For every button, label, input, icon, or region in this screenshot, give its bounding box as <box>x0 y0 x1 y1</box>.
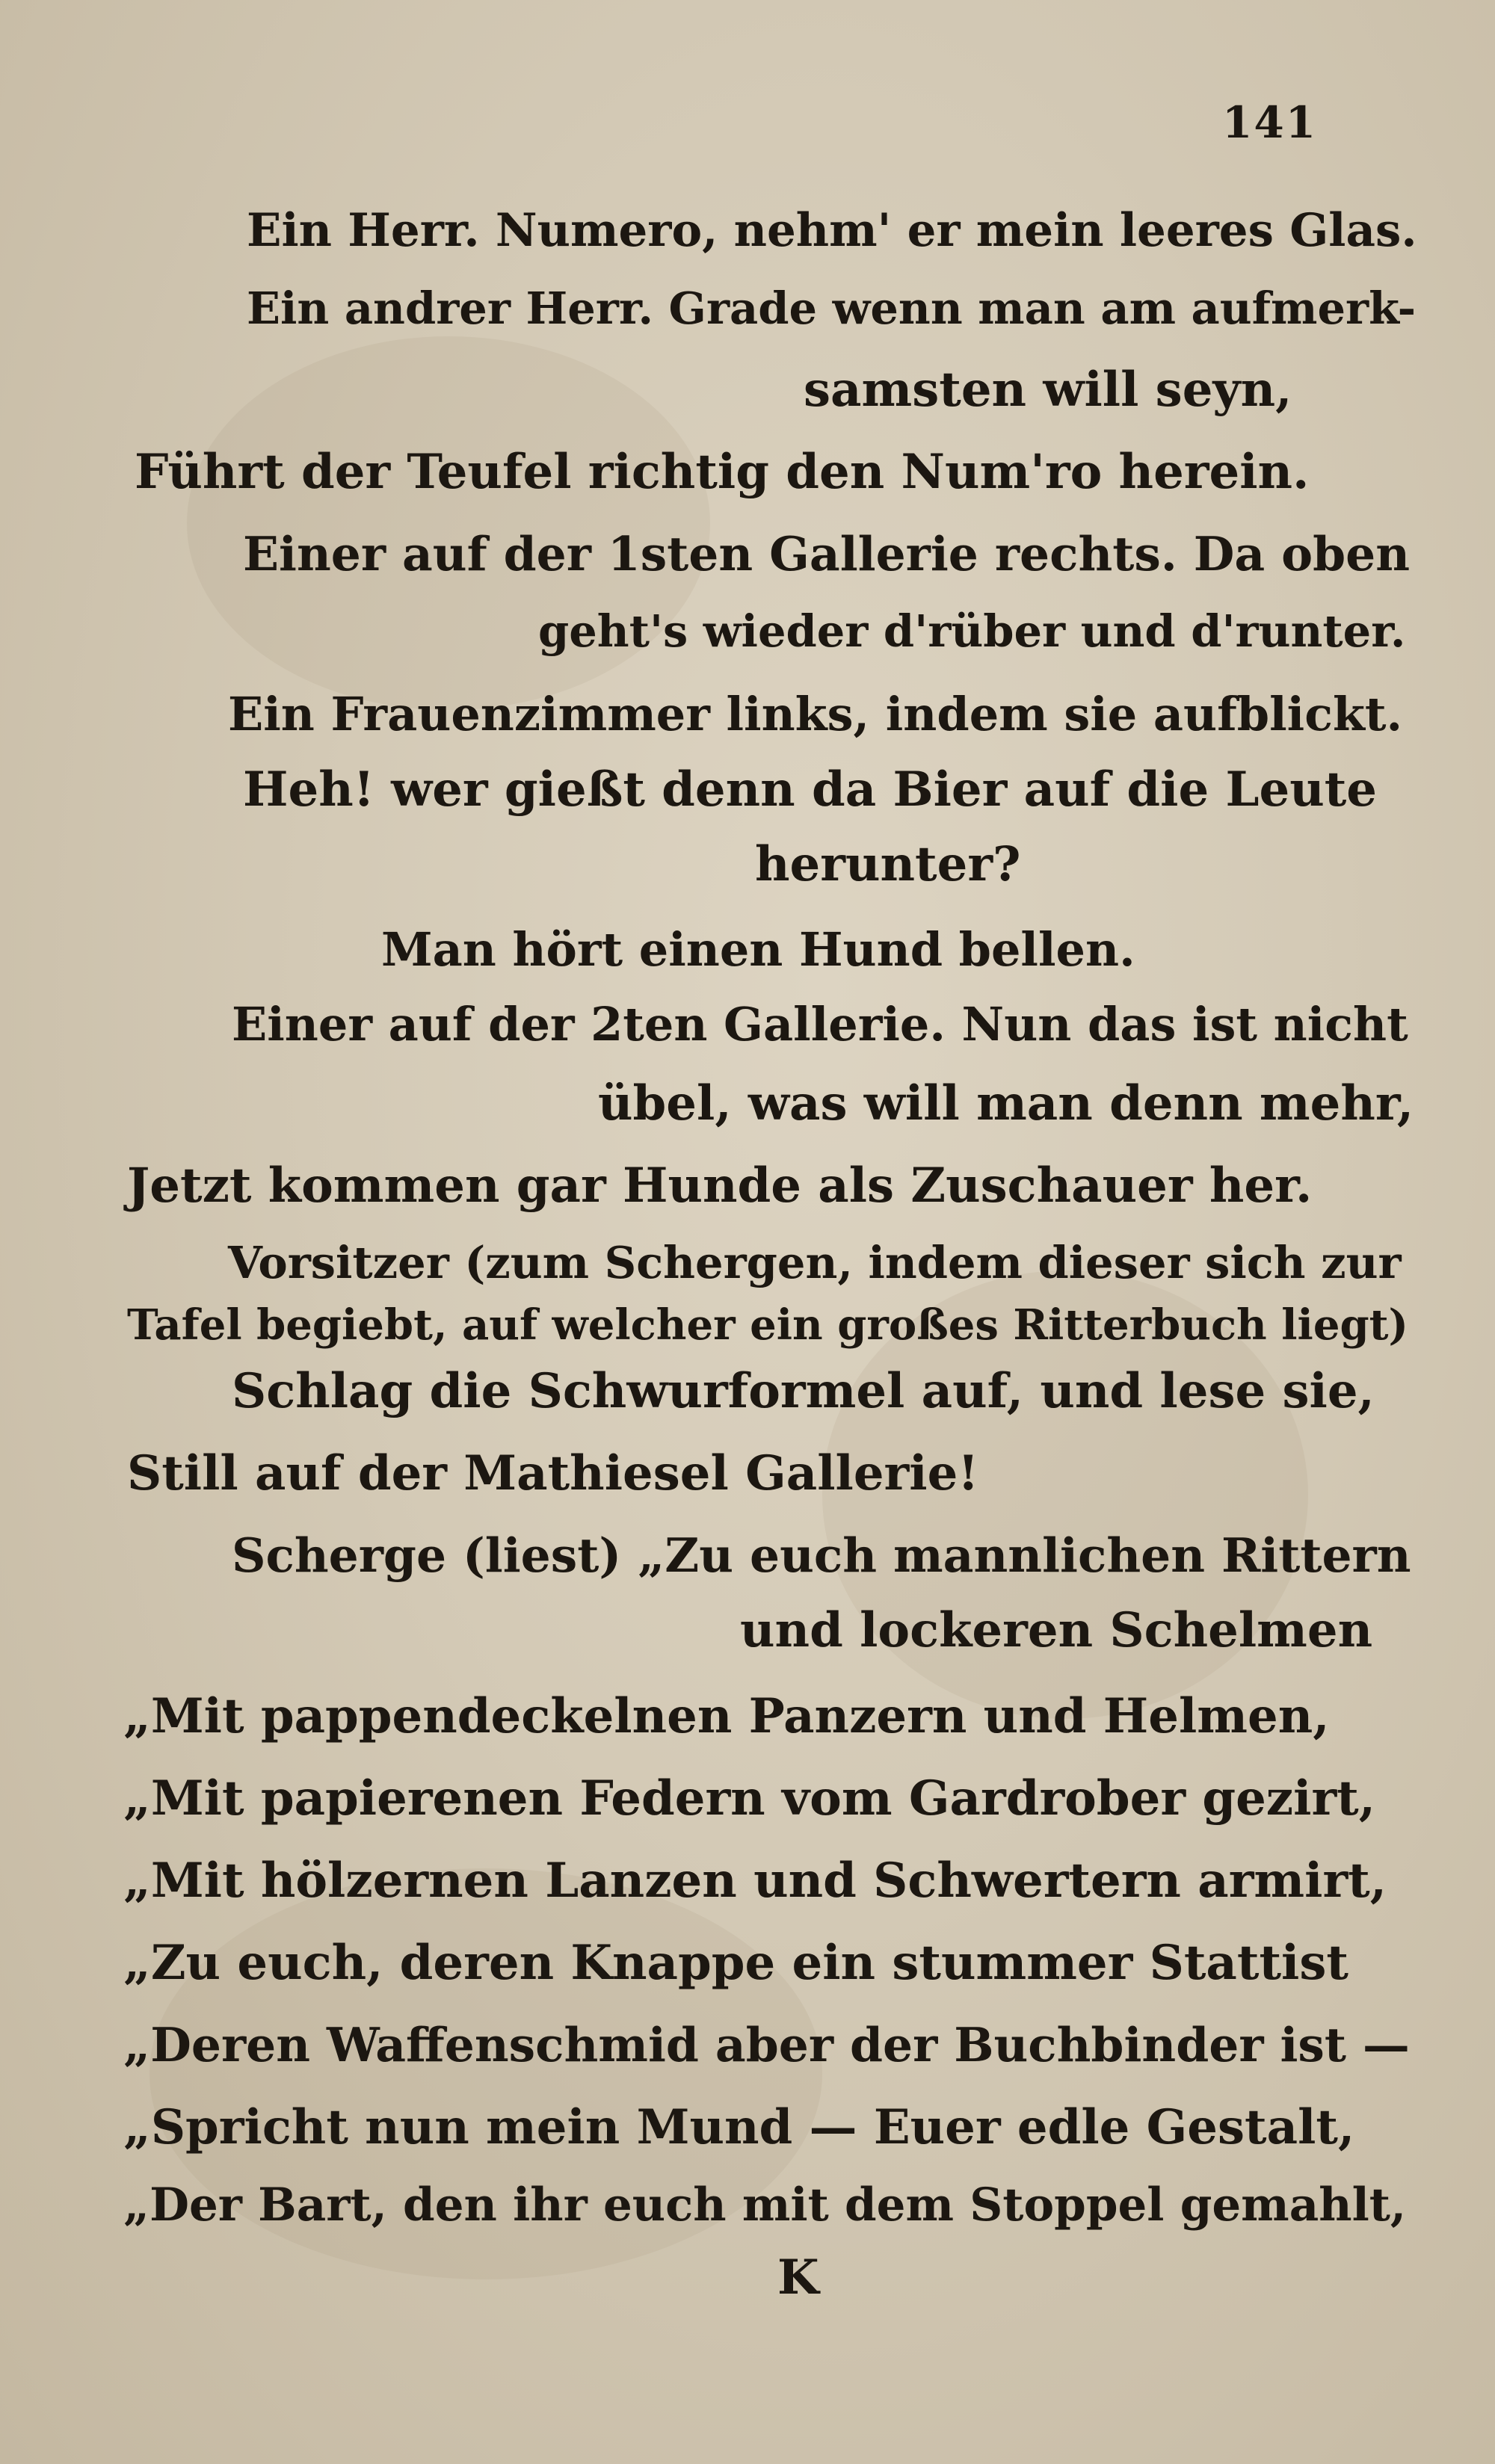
verse-line: „Spricht nun mein Mund — Euer edle Gestalt, <box>123 2099 1355 2155</box>
text-line: Führt der Teufel richtig den Num'ro herein. <box>135 444 1310 500</box>
text-line: Einer auf der 1sten Gallerie rechts. Da oben <box>243 526 1411 581</box>
text-line: geht's wieder d'rüber und d'runter. <box>538 605 1406 657</box>
text-line: Ein Herr. Numero, nehm' er mein leeres Glas. <box>247 204 1417 257</box>
verse-line: „Deren Waffenschmid aber der Buchbinder ist — <box>123 2017 1410 2072</box>
text-line: Jetzt kommen gar Hunde als Zuschauer her. <box>127 1158 1313 1214</box>
verse-line: „Mit pappendeckelnen Panzern und Helmen, <box>123 1688 1330 1744</box>
text-line: Scherge (liest) „Zu euch mannlichen Rittern <box>232 1528 1411 1583</box>
text-line: Heh! wer gießt denn da Bier auf die Leute <box>243 762 1377 818</box>
stage-direction: Vorsitzer (zum Schergen, indem dieser sich zur <box>228 1237 1402 1288</box>
text-line: Schlag die Schwurformel auf, und lese sie, <box>232 1363 1375 1419</box>
text-line: Einer auf der 2ten Gallerie. Nun das ist nicht <box>232 997 1408 1052</box>
stage-direction: Ein Frauenzimmer links, indem sie aufblickt. <box>228 687 1403 741</box>
verse-line: „Mit papierenen Federn vom Gardrober gezirt, <box>123 1770 1375 1827</box>
text-line: herunter? <box>755 836 1021 892</box>
stage-direction: Man hört einen Hund bellen. <box>381 922 1135 977</box>
verse-line: „Der Bart, den ihr euch mit dem Stoppel gemahlt, <box>123 2179 1407 2232</box>
text-line: und lockeren Schelmen <box>740 1602 1373 1658</box>
printer-signature-mark: K <box>777 2250 819 2306</box>
text-line: Ein andrer Herr. Grade wenn man am aufmerk- <box>247 282 1417 334</box>
stage-direction: Tafel begiebt, auf welcher ein großes Ritterbuch liegt) <box>127 1300 1408 1350</box>
text-line: übel, was will man denn mehr, <box>598 1075 1414 1131</box>
verse-line: „Zu euch, deren Knappe ein stummer Stattist <box>123 1935 1348 1991</box>
text-line: Still auf der Mathiesel Gallerie! <box>127 1445 979 1501</box>
verse-line: „Mit hölzernen Lanzen und Schwertern armirt, <box>123 1853 1387 1909</box>
page-number: 141 <box>1222 97 1318 148</box>
text-line: samsten will seyn, <box>804 362 1292 418</box>
